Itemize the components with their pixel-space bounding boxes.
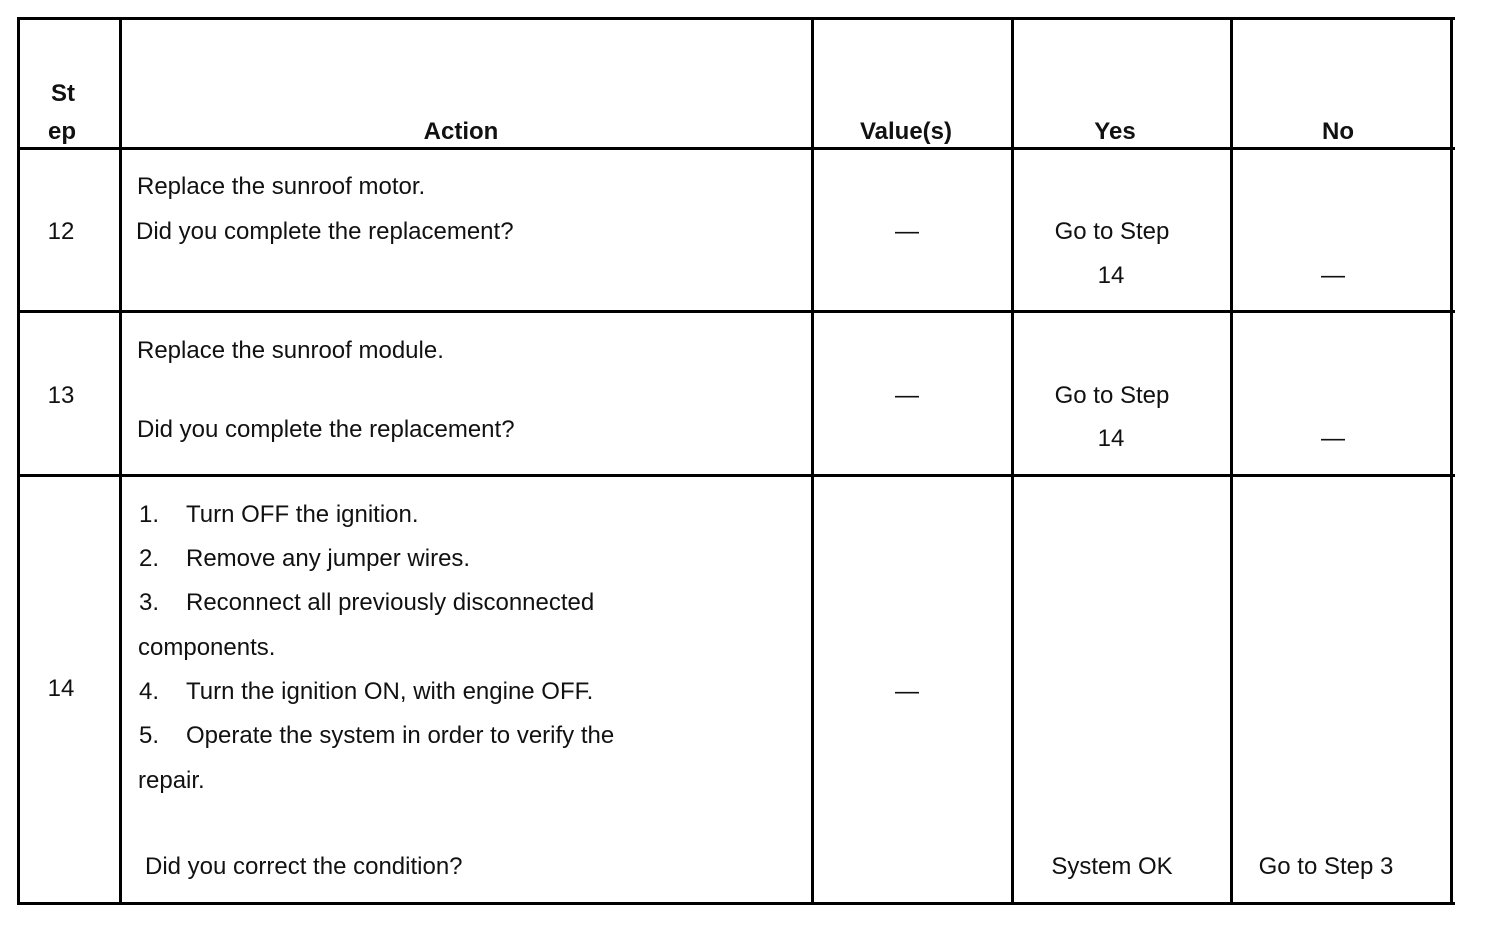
no-cell: — <box>1321 262 1345 289</box>
column-divider <box>119 17 122 905</box>
table-border-top <box>18 17 1455 20</box>
header-yes: Yes <box>1094 118 1136 145</box>
list-item-continuation: repair. <box>138 767 205 794</box>
header-divider <box>18 147 1455 150</box>
list-item-text: Operate the system in order to verify the <box>186 722 615 749</box>
list-item-continuation: components. <box>138 634 276 661</box>
yes-cell-line2: 14 <box>1097 425 1125 452</box>
list-item-text: Reconnect all previously disconnected <box>186 589 595 616</box>
step-number: 13 <box>47 382 75 409</box>
list-item-text: Turn OFF the ignition. <box>186 501 419 528</box>
list-item-number: 3. <box>139 589 160 616</box>
column-divider <box>811 17 814 905</box>
list-item-number: 1. <box>139 501 160 528</box>
list-item-number: 2. <box>139 545 160 572</box>
action-text: Replace the sunroof motor. <box>137 173 426 200</box>
value-cell: — <box>895 382 919 409</box>
row-divider <box>18 474 1455 477</box>
yes-cell-line2: 14 <box>1097 262 1125 289</box>
column-divider <box>1230 17 1233 905</box>
value-cell: — <box>895 678 919 705</box>
table-border-left <box>17 17 20 905</box>
header-values: Value(s) <box>859 118 953 145</box>
list-item-number: 5. <box>139 722 160 749</box>
column-divider <box>1011 17 1014 905</box>
action-question: Did you complete the replacement? <box>137 416 515 443</box>
header-no: No <box>1322 118 1354 145</box>
action-question: Did you complete the replacement? <box>136 218 514 245</box>
header-step-line2: ep <box>47 118 77 145</box>
list-item-text: Turn the ignition ON, with engine OFF. <box>186 678 594 705</box>
table-border-right <box>1450 17 1453 905</box>
action-text: Replace the sunroof module. <box>137 337 444 364</box>
yes-cell-line1: Go to Step <box>1054 382 1170 409</box>
yes-cell: System OK <box>1051 853 1173 880</box>
list-item-number: 4. <box>139 678 160 705</box>
table-border-bottom <box>18 902 1455 905</box>
value-cell: — <box>895 218 919 245</box>
step-number: 14 <box>47 675 75 702</box>
step-number: 12 <box>47 218 75 245</box>
list-item-text: Remove any jumper wires. <box>186 545 471 572</box>
action-question: Did you correct the condition? <box>145 853 463 880</box>
header-step-line1: St <box>51 80 75 107</box>
no-cell: — <box>1321 425 1345 452</box>
header-action: Action <box>423 118 499 145</box>
row-divider <box>18 310 1455 313</box>
yes-cell-line1: Go to Step <box>1054 218 1170 245</box>
no-cell: Go to Step 3 <box>1258 853 1394 880</box>
